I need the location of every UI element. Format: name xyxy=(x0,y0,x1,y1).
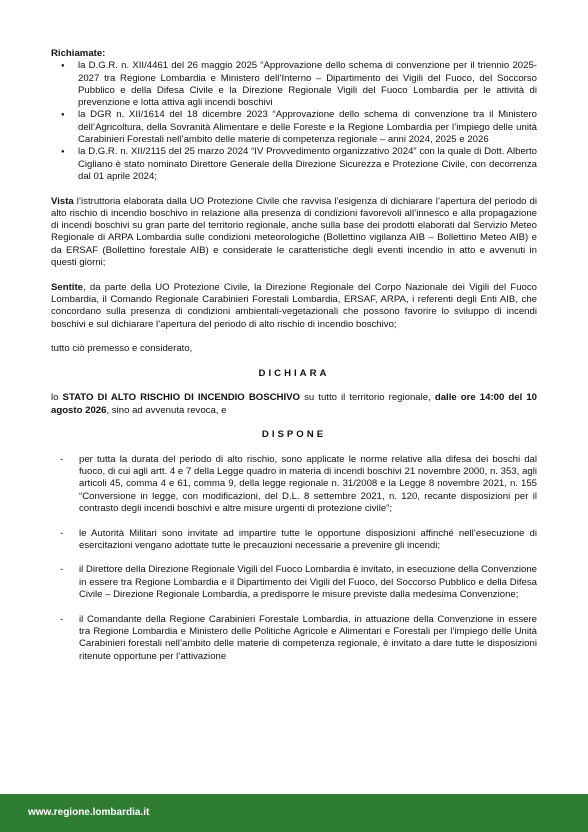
sentite-text: , da parte della UO Protezione Civile, la Direzione Regionale del Corpo Nazionale dei Vigili del Fuoco Lombardia, il Comando Regionale Carabinieri Forestali Lombardia, ERSAF, ARPA, i referenti degli Enti AIB, che concordano sulla presenza di condizioni ambientali-vegetazionali che possono favorire lo sviluppo di incendi boschivi e sul dichiarare l’apertura del periodo di alto rischio di incendio boschivo; xyxy=(51,281,537,330)
footer-bar xyxy=(0,794,588,832)
vista-paragraph xyxy=(51,196,537,270)
sentite-paragraph xyxy=(51,282,537,331)
list-item: - per tutta la durata del periodo di alto rischio, sono applicate le norme relative alla difesa dei boschi dal fuoco, di cui agli artt. 4 e 7 della Legge quadro in materia di incendi boschivi 21 novembre 2000, n. 353, agli articoli 45, comma 4 e 61, comma 9, della legge regionale n. 31/2008 e la Legge 8 novembre 2021, n. 155 “Conversione in legge, con modificazioni, del D.L. 8 settembre 2021, n. 120, recante disposizioni per il contrasto degli incendi boschivi e altre misure urgenti di protezione civile”; xyxy=(79,454,537,515)
dichiara-paragraph xyxy=(51,392,537,417)
richiamate-heading: Richiamate: xyxy=(51,48,106,59)
list-item: - il Direttore della Direzione Regionale Vigili del Fuoco Lombardia è invitato, in esecuzione della Convenzione in essere tra Regione Lombardia e il Dipartimento dei Vigili del Fuoco, del Soccorso Pubblico e della Difesa Civile – Direzione Regionale Lombardia, a predisporre le misure previste dalla medesima Convenzione; xyxy=(79,564,537,601)
dichiara-end: , sino ad avvenuta revoca, e xyxy=(106,404,227,416)
stato-alto-rischio: STATO DI ALTO RISCHIO DI INCENDIO BOSCHIVO xyxy=(62,392,301,404)
dispone-heading: DISPONE xyxy=(261,429,327,441)
dispone-list xyxy=(51,454,537,663)
vista-text: l’istruttoria elaborata dalla UO Protezione Civile che ravvisa l’esigenza di dichiarare l’apertura del periodo di alto rischio di incendio boschivo in relazione alla presenza di condizioni favorevoli all’innesco e alla propagazione di incendi boschivi su gran parte del territorio regionale, anche sulla base dei prodotti elaborati dal Servizio Meteo Regionale di ARPA Lombardia sulle condizioni meteorologiche (Bollettino vigilanza AIB – Bollettino Meteo AIB) e da ERSAF (Bollettino forestale AIB) e considerate le caratteristiche degli eventi incendio in atto e avvenuti in questi giorni; xyxy=(51,195,537,269)
sentite-label: Sentite xyxy=(51,281,83,293)
list-item: ● la D.G.R. n. XII/2115 del 25 marzo 2024 “IV Provvedimento organizzativo 2024” con la quale di Dott. Alberto Cigliano è stato nominato Direttore Generale della Direzione Sicurezza e Protezione Civile, con decorrenza dal 01 aprile 2024; xyxy=(78,146,537,183)
footer-url[interactable]: www.regione.lombardia.it xyxy=(28,807,150,818)
dichiara-lo: lo xyxy=(51,392,63,404)
richiamate-list xyxy=(51,60,537,183)
list-item: ● la D.G.R. n. XII/4461 del 26 maggio 2025 “Approvazione dello schema di convenzione per il triennio 2025-2027 tra Regione Lombardia e Ministero dell’Interno – Dipartimento dei Vigili del Fuoco, del Soccorso Pubblico e della Difesa Civile e la Direzione Regionale Vigili del Fuoco Lombardia per le attività di prevenzione e lotta attiva agli incendi boschivi xyxy=(78,60,537,109)
dichiara-date: dalle ore 14:00 del 10 agosto 2026 xyxy=(51,392,537,416)
list-item: - il Comandante della Regione Carabinieri Forestale Lombardia, in attuazione della Convenzione in essere tra Regione Lombardia e Ministero delle Politiche Agricole e Alimentari e Forestali per l’impiego delle Unità Carabinieri forestali nell’ambito delle materie di competenza regionale, è invitato a dare tutte le disposizioni ritenute opportune per l’attivazione xyxy=(79,614,537,663)
list-item: - le Autorità Militari sono invitate ad impartire tutte le opportune disposizioni affinché nell’esecuzione di esercitazioni vengano adottate tutte le precauzioni necessarie a prevenire gli incendi; xyxy=(79,528,537,553)
dichiara-heading: DICHIARA xyxy=(258,367,330,379)
list-item: ● la DGR n. XII/1614 del 18 dicembre 2023 “Approvazione dello schema di convenzione tra il Ministero dell’Agricoltura, della Sovranità Alimentare e delle Foreste e la Regione Lombardia per l’impiego delle unità Carabinieri Forestali nell’ambito delle materie di competenza regionale – anni 2024, 2025 e 2026 xyxy=(78,109,537,146)
document-body xyxy=(51,48,537,675)
premesso-line: tutto ciò premesso e considerato, xyxy=(51,343,193,355)
vista-label: Vista xyxy=(51,195,74,207)
dichiara-mid: su tutto il territorio regionale, xyxy=(300,392,435,404)
